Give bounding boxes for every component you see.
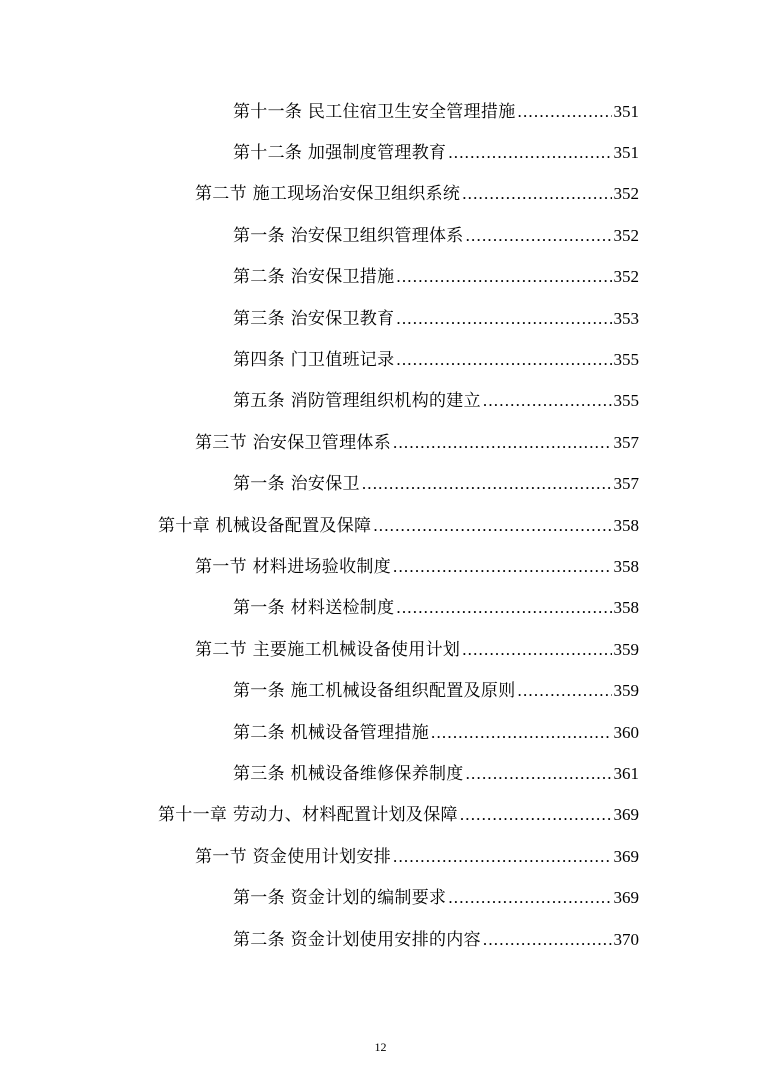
dot-leader	[466, 225, 612, 247]
toc-entry-label: 第十一章 劳动力、材料配置计划及保障	[158, 805, 458, 826]
dot-leader	[396, 349, 611, 371]
toc-entry-label: 第十二条 加强制度管理教育	[233, 143, 447, 164]
toc-entry-label: 第二节 施工现场治安保卫组织系统	[195, 184, 461, 205]
toc-entry-page: 358	[613, 556, 639, 576]
dot-leader	[483, 390, 612, 412]
toc-entry-label: 第十一条 民工住宿卫生安全管理措施	[233, 101, 516, 122]
dot-leader	[393, 846, 611, 868]
toc-entry-page: 351	[613, 101, 639, 121]
toc-entry-label: 第一条 资金计划的编制要求	[233, 888, 447, 909]
toc-entry-label: 第一节 资金使用计划安排	[195, 846, 392, 867]
toc-entry[interactable]	[0, 215, 761, 256]
toc-entry-page: 352	[613, 267, 639, 287]
dot-leader	[483, 929, 612, 951]
dot-leader	[460, 804, 612, 826]
toc-entry[interactable]	[0, 505, 761, 546]
dot-leader	[396, 597, 611, 619]
dot-leader	[396, 308, 611, 330]
toc-entry[interactable]	[0, 629, 761, 670]
toc-entry-page: 360	[613, 722, 639, 742]
toc-entry-page: 357	[613, 432, 639, 452]
dot-leader	[462, 639, 611, 661]
toc-entry[interactable]	[0, 919, 761, 960]
dot-leader	[462, 183, 611, 205]
toc-entry-page: 355	[613, 350, 639, 370]
toc-entry-label: 第二条 资金计划使用安排的内容	[233, 929, 481, 950]
toc-entry-page: 352	[613, 184, 639, 204]
toc-entry[interactable]	[0, 588, 761, 629]
page-number: 12	[374, 1040, 387, 1054]
table-of-contents	[0, 91, 761, 960]
dot-leader	[393, 556, 611, 578]
dot-leader	[466, 763, 612, 785]
toc-entry-label: 第一条 施工机械设备组织配置及原则	[233, 681, 516, 702]
toc-entry[interactable]	[0, 836, 761, 877]
dot-leader	[518, 101, 612, 123]
toc-entry-page: 355	[613, 391, 639, 411]
toc-entry-page: 370	[613, 929, 639, 949]
toc-entry[interactable]	[0, 381, 761, 422]
toc-entry[interactable]	[0, 298, 761, 339]
toc-entry-label: 第一节 材料进场验收制度	[195, 556, 392, 577]
toc-entry-page: 352	[613, 225, 639, 245]
dot-leader	[448, 142, 611, 164]
toc-entry-page: 351	[613, 143, 639, 163]
toc-entry-page: 358	[613, 598, 639, 618]
toc-entry-page: 357	[613, 474, 639, 494]
toc-entry-label: 第三条 机械设备维修保养制度	[233, 763, 464, 784]
dot-leader	[431, 722, 611, 744]
toc-entry[interactable]	[0, 91, 761, 132]
dot-leader	[373, 515, 611, 537]
toc-entry-label: 第一条 材料送检制度	[233, 598, 395, 619]
toc-entry-label: 第三条 治安保卫教育	[233, 308, 395, 329]
toc-entry-label: 第二节 主要施工机械设备使用计划	[195, 639, 461, 660]
toc-entry[interactable]	[0, 712, 761, 753]
dot-leader	[448, 887, 611, 909]
dot-leader	[393, 432, 611, 454]
toc-entry[interactable]	[0, 670, 761, 711]
toc-entry-page: 359	[613, 639, 639, 659]
toc-entry-label: 第二条 治安保卫措施	[233, 267, 395, 288]
toc-entry[interactable]	[0, 339, 761, 380]
toc-entry[interactable]	[0, 877, 761, 918]
dot-leader	[362, 473, 612, 495]
toc-entry-page: 369	[613, 888, 639, 908]
toc-entry-label: 第三节 治安保卫管理体系	[195, 432, 392, 453]
toc-entry-label: 第二条 机械设备管理措施	[233, 722, 430, 743]
toc-entry-label: 第一条 治安保卫组织管理体系	[233, 225, 464, 246]
toc-entry[interactable]	[0, 422, 761, 463]
toc-entry-label: 第十章 机械设备配置及保障	[158, 515, 372, 536]
toc-entry[interactable]	[0, 546, 761, 587]
toc-entry[interactable]	[0, 132, 761, 173]
toc-entry-label: 第四条 门卫值班记录	[233, 350, 395, 371]
toc-entry[interactable]	[0, 174, 761, 215]
dot-leader	[396, 266, 611, 288]
toc-entry-label: 第五条 消防管理组织机构的建立	[233, 391, 481, 412]
toc-entry[interactable]	[0, 753, 761, 794]
toc-entry[interactable]	[0, 464, 761, 505]
toc-entry-page: 369	[613, 805, 639, 825]
toc-entry[interactable]	[0, 795, 761, 836]
toc-entry-page: 353	[613, 308, 639, 328]
toc-entry-page: 361	[613, 763, 639, 783]
dot-leader	[518, 680, 612, 702]
toc-entry-page: 359	[613, 681, 639, 701]
toc-entry-label: 第一条 治安保卫	[233, 474, 360, 495]
toc-entry-page: 358	[613, 515, 639, 535]
toc-entry-page: 369	[613, 846, 639, 866]
toc-entry[interactable]	[0, 257, 761, 298]
